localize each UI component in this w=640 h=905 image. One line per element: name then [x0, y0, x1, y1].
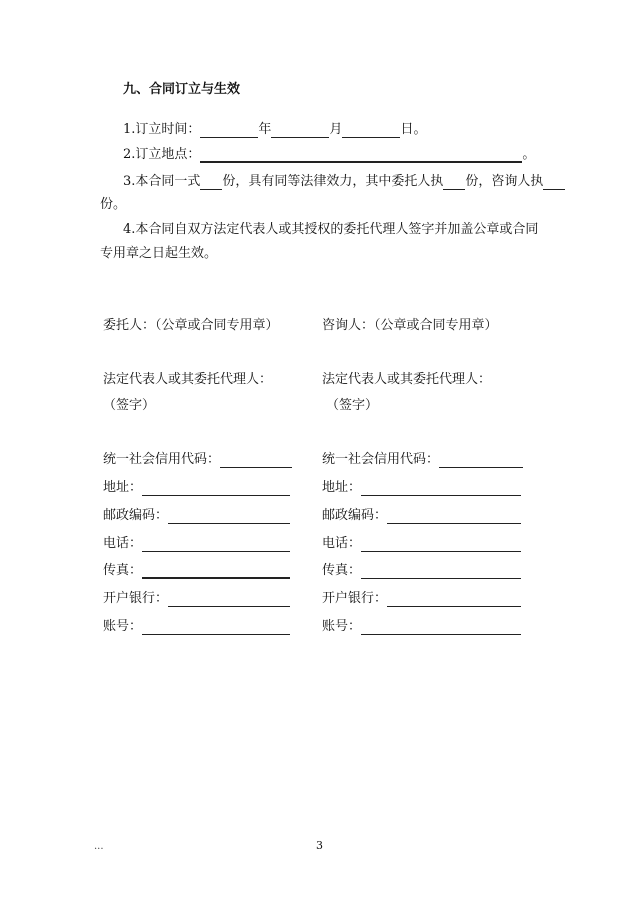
- client-bank-row: [103, 591, 290, 607]
- client-postcode-label: 邮政编码：: [103, 508, 169, 523]
- clause-3: [123, 174, 565, 190]
- consultant-party-label: 咨询人：（公章或合同专用章）: [322, 318, 498, 333]
- client-account-row: [103, 619, 290, 635]
- client-fax-blank[interactable]: [142, 565, 290, 579]
- clause-3-text-2: 份，具有同等法律效力，其中委托人执: [222, 174, 444, 189]
- clause-3-end: 份。: [100, 197, 127, 212]
- client-bank-label: 开户银行：: [103, 591, 169, 606]
- clause-4-line-2: 专用章之日起生效。: [100, 246, 218, 261]
- client-party-label: 委托人：（公章或合同专用章）: [103, 318, 279, 333]
- footer-dots: ...: [94, 841, 104, 852]
- clause-3-text-1: 3.本合同一式: [123, 174, 201, 189]
- client-address-label: 地址：: [103, 480, 143, 495]
- month-blank[interactable]: [271, 125, 329, 138]
- client-credit-code-label: 统一社会信用代码：: [103, 452, 221, 467]
- consultant-fax-row: [322, 563, 521, 579]
- consultant-postcode-label: 邮政编码：: [322, 508, 388, 523]
- consultant-phone-row: [322, 536, 521, 552]
- client-bank-blank[interactable]: [168, 594, 290, 607]
- consultant-bank-blank[interactable]: [387, 594, 521, 607]
- consultant-credit-code-blank[interactable]: [439, 455, 523, 468]
- day-blank[interactable]: [342, 125, 400, 138]
- consultant-address-blank[interactable]: [361, 483, 521, 496]
- year-label: 年: [258, 122, 272, 137]
- client-fax-row: [103, 563, 290, 579]
- copies-total-blank[interactable]: [200, 177, 222, 190]
- client-phone-row: [103, 536, 290, 552]
- client-address-blank[interactable]: [142, 483, 290, 496]
- client-address-row: [103, 480, 290, 496]
- client-credit-code-row: [103, 452, 292, 468]
- clause-1: [123, 122, 426, 138]
- client-rep-label: 法定代表人或其委托代理人：: [103, 372, 273, 387]
- client-credit-code-blank[interactable]: [220, 455, 292, 468]
- consultant-account-blank[interactable]: [361, 622, 521, 635]
- consultant-sign-label: （签字）: [326, 398, 379, 413]
- client-account-label: 账号：: [103, 619, 143, 634]
- copies-consultant-blank[interactable]: [543, 177, 565, 190]
- clause-2: [123, 147, 535, 163]
- client-phone-blank[interactable]: [142, 539, 290, 552]
- consultant-bank-row: [322, 591, 521, 607]
- consultant-credit-code-label: 统一社会信用代码：: [322, 452, 440, 467]
- client-fax-label: 传真：: [103, 563, 143, 578]
- consultant-credit-code-row: [322, 452, 523, 468]
- clause-1-label: 1.订立时间：: [123, 122, 201, 137]
- consultant-phone-blank[interactable]: [361, 539, 521, 552]
- consultant-bank-label: 开户银行：: [322, 591, 388, 606]
- consultant-postcode-blank[interactable]: [387, 511, 521, 524]
- clause-2-end: 。: [522, 147, 536, 162]
- consultant-rep-label: 法定代表人或其委托代理人：: [322, 372, 492, 387]
- client-phone-label: 电话：: [103, 536, 143, 551]
- page-number: 3: [316, 839, 323, 852]
- consultant-postcode-row: [322, 508, 521, 524]
- consultant-address-row: [322, 480, 521, 496]
- section-heading: 九、合同订立与生效: [123, 82, 241, 97]
- consultant-account-label: 账号：: [322, 619, 362, 634]
- consultant-fax-label: 传真：: [322, 563, 362, 578]
- month-label: 月: [329, 122, 343, 137]
- clause-2-label: 2.订立地点：: [123, 147, 201, 162]
- year-blank[interactable]: [200, 125, 258, 138]
- client-account-blank[interactable]: [142, 622, 290, 635]
- client-postcode-row: [103, 508, 290, 524]
- client-postcode-blank[interactable]: [168, 511, 290, 524]
- consultant-fax-blank[interactable]: [361, 566, 521, 579]
- copies-client-blank[interactable]: [443, 177, 465, 190]
- day-label: 日。: [400, 122, 427, 137]
- consultant-account-row: [322, 619, 521, 635]
- place-blank[interactable]: [200, 149, 522, 163]
- consultant-phone-label: 电话：: [322, 536, 362, 551]
- client-sign-label: （签字）: [103, 398, 156, 413]
- clause-4-line-1: 4.本合同自双方法定代表人或其授权的委托代理人签字并加盖公章或合同: [123, 222, 539, 237]
- clause-3-text-3: 份，咨询人执: [465, 174, 544, 189]
- consultant-address-label: 地址：: [322, 480, 362, 495]
